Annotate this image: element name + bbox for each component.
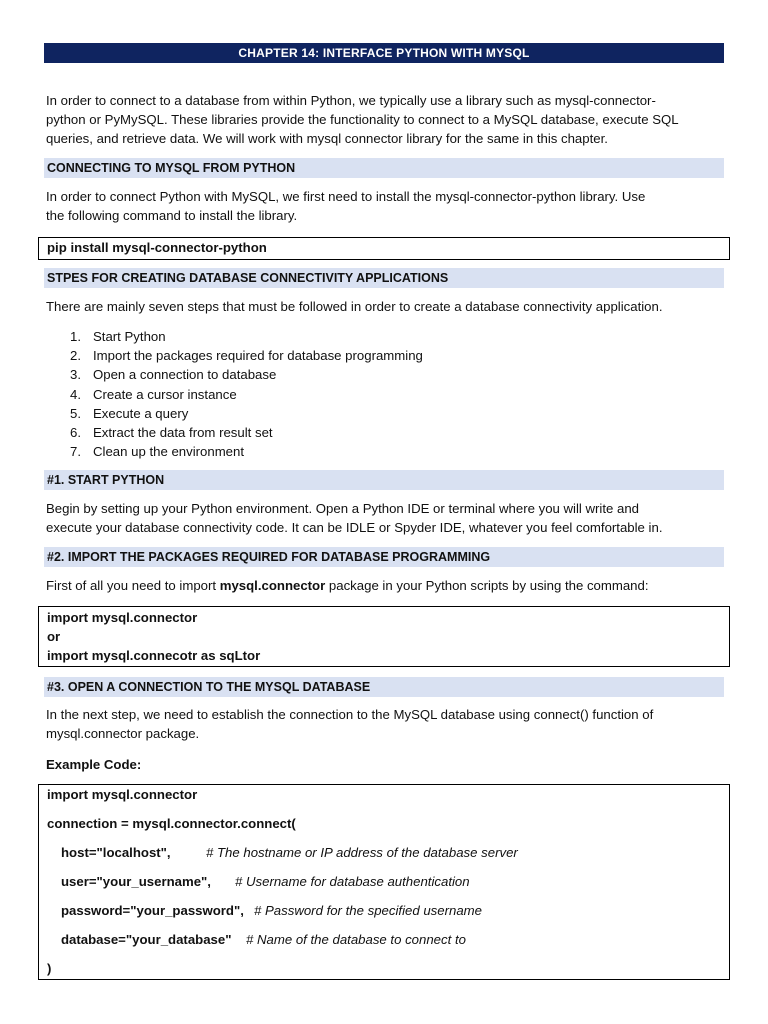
code-comment: # The hostname or IP address of the database server: [206, 845, 518, 860]
code-line-database: database="your_database": [61, 932, 232, 947]
intro-line: queries, and retrieve data. We will work with mysql connector library for the same in this chapter.: [46, 131, 608, 146]
list-item: [70, 423, 423, 442]
code-comment: # Password for the specified username: [254, 903, 482, 918]
steps-list: [70, 327, 423, 461]
install-command-box: [38, 237, 730, 260]
list-label: Create a cursor instance: [93, 386, 237, 402]
list-label: Start Python: [93, 329, 166, 344]
list-item: [70, 442, 423, 461]
connecting-line: In order to connect Python with MySQL, we first need to install the mysql-connector-python library. Use: [46, 189, 646, 204]
code-comment: # Name of the database to connect to: [246, 932, 466, 947]
code-line: import mysql.connector: [47, 610, 198, 625]
code-line-user: user="your_username",: [61, 874, 211, 889]
section-heading-steps: STPES FOR CREATING DATABASE CONNECTIVITY APPLICATIONS: [44, 268, 724, 288]
list-item: [70, 404, 423, 423]
section-heading-import: #2. IMPORT THE PACKAGES REQUIRED FOR DATABASE PROGRAMMING: [44, 547, 724, 567]
list-number: 6.: [70, 425, 81, 441]
start-python-paragraph: [46, 499, 726, 537]
list-label: Extract the data from result set: [93, 425, 273, 441]
list-number: 7.: [70, 444, 81, 460]
code-line: connection = mysql.connector.connect(: [47, 816, 296, 831]
import-text: First of all you need to import: [46, 578, 220, 593]
intro-line: python or PyMySQL. These libraries provide the functionality to connect to a MySQL database, execute SQL: [46, 112, 679, 127]
list-item: [70, 327, 423, 346]
intro-paragraph: [46, 91, 726, 148]
list-label: Clean up the environment: [93, 444, 245, 460]
code-line: ): [47, 961, 52, 976]
connecting-line: the following command to install the library.: [46, 208, 298, 223]
code-line-password: password="your_password",: [61, 903, 244, 918]
example-code-box: [38, 784, 730, 980]
open-connection-line: In the next step, we need to establish the connection to the MySQL database using connect() function of: [46, 707, 654, 722]
start-python-line: Begin by setting up your Python environment. Open a Python IDE or terminal where you will write and: [46, 501, 640, 516]
import-code-box: [38, 606, 730, 667]
section-heading-start-python: #1. START PYTHON: [44, 470, 724, 490]
import-paragraph: [46, 576, 726, 595]
import-package-name: mysql.connector: [219, 578, 326, 593]
code-comment: # Username for database authentication: [235, 874, 470, 889]
install-command: pip install mysql-connector-python: [47, 240, 267, 255]
code-line: import mysql.connecotr as sqLtor: [47, 648, 261, 663]
example-code-label: Example Code:: [46, 757, 142, 772]
section-heading-open-connection: #3. OPEN A CONNECTION TO THE MYSQL DATABASE: [44, 677, 724, 697]
open-connection-paragraph: [46, 705, 726, 743]
code-line: or: [47, 629, 61, 644]
intro-line: In order to connect to a database from within Python, we typically use a library such as mysql-connector-: [46, 93, 656, 108]
code-line: import mysql.connector: [47, 787, 198, 802]
list-item: [70, 385, 423, 404]
connecting-paragraph: [46, 187, 726, 225]
list-item: [70, 365, 423, 384]
list-item: [70, 346, 423, 365]
list-label: Import the packages required for database programming: [93, 348, 423, 364]
list-number: 3.: [70, 367, 81, 383]
list-number: 1.: [70, 329, 81, 344]
list-label: Execute a query: [93, 405, 189, 421]
list-number: 2.: [70, 348, 81, 364]
open-connection-line: mysql.connector package.: [46, 726, 200, 741]
start-python-line: execute your database connectivity code. It can be IDLE or Spyder IDE, whatever you feel comfortable in.: [46, 520, 663, 535]
steps-intro: There are mainly seven steps that must be followed in order to create a database connectivity application.: [46, 299, 663, 314]
import-text: package in your Python scripts by using the command:: [325, 578, 649, 593]
list-number: 4.: [70, 386, 81, 402]
section-heading-connecting: CONNECTING TO MYSQL FROM PYTHON: [44, 158, 724, 178]
list-number: 5.: [70, 405, 81, 421]
chapter-title: CHAPTER 14: INTERFACE PYTHON WITH MYSQL: [44, 43, 724, 63]
code-line-host: host="localhost",: [61, 845, 171, 860]
list-label: Open a connection to database: [93, 367, 277, 383]
